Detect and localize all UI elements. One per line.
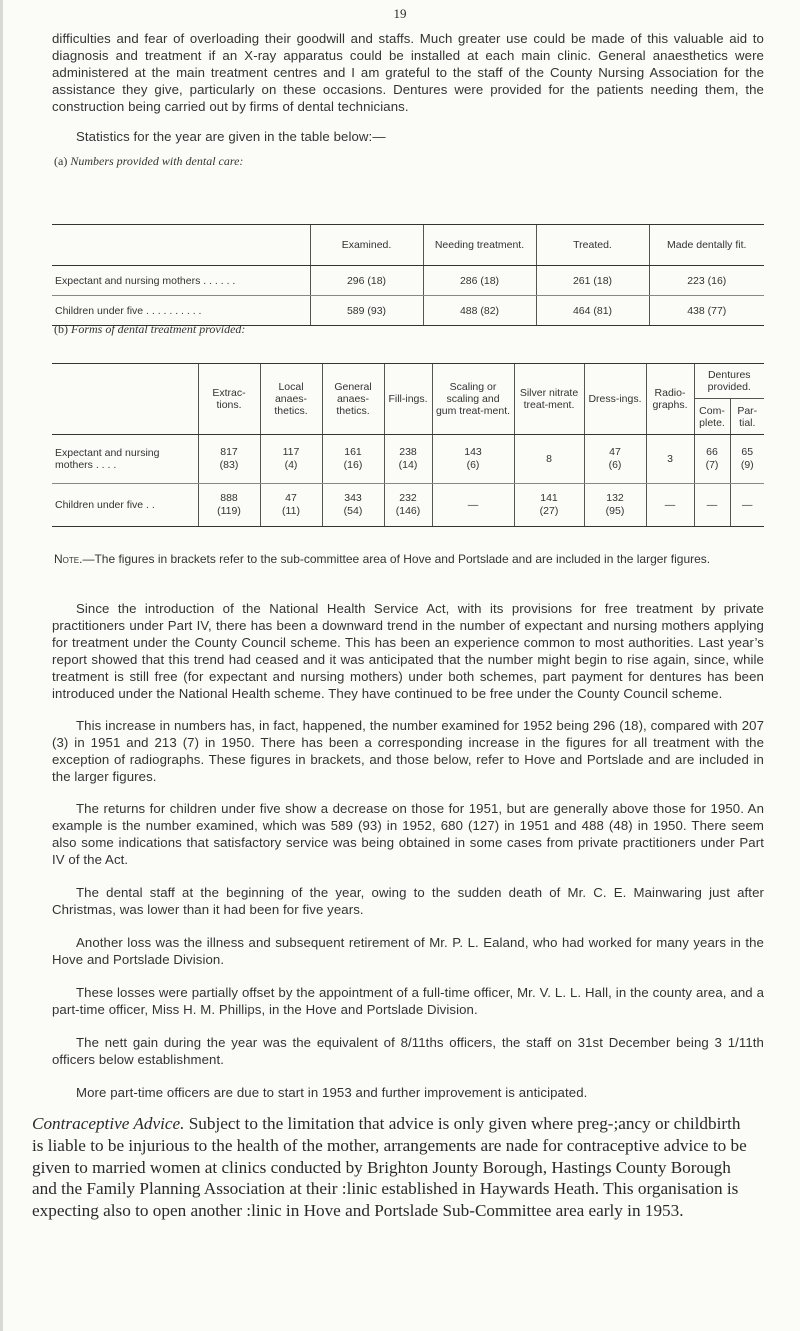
page-number: 19 bbox=[393, 6, 407, 21]
cell-value: 65 bbox=[741, 446, 754, 458]
cell-bracket: (54) bbox=[343, 505, 363, 517]
table-cell bbox=[260, 435, 322, 484]
cell-value: — bbox=[742, 498, 753, 511]
table-cell bbox=[384, 484, 432, 527]
table-a-caption-text: Numbers provided with dental care: bbox=[70, 154, 244, 168]
contraceptive-advice-paragraph bbox=[32, 1113, 752, 1222]
cell-value: 161 bbox=[344, 446, 362, 458]
column-header: Par-tial. bbox=[730, 399, 764, 435]
table-b-header-blank bbox=[52, 364, 198, 435]
column-header: Silver nitrate treat-ment. bbox=[514, 364, 584, 435]
cell-value: 47 bbox=[609, 446, 621, 458]
cell-bracket: (95) bbox=[605, 505, 625, 517]
cell-value: 143 bbox=[464, 446, 482, 458]
column-header: Made dentally fit. bbox=[649, 225, 764, 266]
body-paragraph: The nett gain during the year was the equivalent of 8/11ths officers, the staff on 31st December being 3 1/11th officers below establishment. bbox=[52, 1035, 764, 1068]
column-header: Dress-ings. bbox=[584, 364, 646, 435]
cell-value: 3 bbox=[667, 452, 673, 465]
column-header: Scaling or scaling and gum treat-ment. bbox=[432, 364, 514, 435]
table-a-header-blank bbox=[52, 225, 310, 266]
cell-value: 238 bbox=[399, 446, 417, 458]
table-row bbox=[52, 266, 764, 296]
cell-bracket: (146) bbox=[395, 505, 421, 517]
row-label: Expectant and nursing mothers . . . . bbox=[52, 435, 198, 484]
column-header: Fill-ings. bbox=[384, 364, 432, 435]
table-a-header-row bbox=[52, 225, 764, 266]
cell-value: — bbox=[467, 498, 479, 511]
table-a-caption bbox=[54, 154, 243, 169]
cell-bracket: (11) bbox=[282, 505, 300, 517]
column-header: Treated. bbox=[536, 225, 649, 266]
table-b-label: (b) bbox=[54, 322, 68, 336]
table-row bbox=[52, 296, 764, 326]
table-cell bbox=[584, 484, 646, 527]
cell-bracket: (7) bbox=[705, 459, 719, 471]
dentures-group-header: Dentures provided. bbox=[694, 364, 764, 399]
contraceptive-text: Subject to the limitation that advice is only given where preg-;ancy or childbirth is liable to be injurious to the health of the mother, arrangements are nade for contraceptive advice to be given to married women at clinics conducted by Brighton Jounty Borough, Hastings County Borough and the Family Planning Association at their :linic established in Haywards Heath. This organisation is expecting also to open another :linic in Hove and Portslade Sub-Committee area early in 1953. bbox=[32, 1114, 747, 1221]
statistics-intro: Statistics for the year are given in the table below:— bbox=[76, 129, 386, 144]
table-b-header-row bbox=[52, 364, 764, 399]
body-paragraph: More part-time officers are due to start in 1953 and further improvement is anticipated. bbox=[76, 1085, 588, 1100]
table-cell bbox=[322, 435, 384, 484]
table-cell bbox=[514, 435, 584, 484]
cell-value: 141 bbox=[540, 492, 558, 504]
body-paragraph: This increase in numbers has, in fact, happened, the number examined for 1952 being 296 (18), compared with 207 (3) in 1951 and 213 (7) in 1950. There has been a corresponding increase in the figures for all treatment with the exception of radiographs. These figures in brackets, and those below, refer to Hove and Portslade and are included in the larger figures. bbox=[52, 718, 764, 785]
cell-value: 66 bbox=[706, 446, 718, 458]
table-cell bbox=[514, 484, 584, 527]
body-paragraph: The dental staff at the beginning of the year, owing to the sudden death of Mr. C. E. Mainwaring just after Christmas, was lower than it had been for five years. bbox=[52, 885, 764, 918]
cell-value: 232 bbox=[399, 492, 417, 504]
intro-paragraph: difficulties and fear of overloading their goodwill and staffs. Much greater use could be made of this valuable aid to diagnosis and treatment if an X-ray apparatus could be installed at each main clinic. General anaesthetics were administered at the main treatment centres and I am grateful to the staff of the County Nursing Association for the assistance they give, particularly on these occasions. Dentures were provided for the patients needing them, the construction being carried out by firms of dental technicians. bbox=[52, 31, 764, 115]
table-cell bbox=[322, 484, 384, 527]
cell-bracket: (119) bbox=[217, 505, 241, 517]
cell-bracket: (6) bbox=[466, 459, 480, 471]
body-paragraph: The returns for children under five show a decrease on those for 1951, but are generally above those for 1950. An example is the number examined, which was 589 (93) in 1952, 680 (127) in 1951 and 488 (48) in 1950. There seem also some indications that satisfactory service was being obtained in some cases from private practitioners under Part IV of the Act. bbox=[52, 801, 764, 868]
column-header: Needing treatment. bbox=[423, 225, 536, 266]
column-header: Extrac-tions. bbox=[198, 364, 260, 435]
page-edge-shadow bbox=[0, 0, 3, 1331]
table-cell bbox=[432, 484, 514, 527]
column-header: Com-plete. bbox=[694, 399, 730, 435]
dental-treatment-forms-table bbox=[52, 363, 764, 527]
table-cell bbox=[384, 435, 432, 484]
cell-bracket: (4) bbox=[284, 459, 298, 471]
column-header: Radio-graphs. bbox=[646, 364, 694, 435]
table-cell bbox=[730, 435, 764, 484]
table-cell bbox=[694, 484, 730, 527]
cell-value: 132 bbox=[606, 492, 624, 504]
table-cell bbox=[646, 484, 694, 527]
column-header: Local anaes-thetics. bbox=[260, 364, 322, 435]
table-cell bbox=[198, 484, 260, 527]
cell-value: 47 bbox=[285, 492, 297, 504]
table-cell bbox=[730, 484, 764, 527]
cell-value: 888 bbox=[220, 492, 238, 504]
row-label: Children under five . . . . . . . . . . bbox=[52, 296, 310, 326]
table-cell: 589 (93) bbox=[310, 296, 423, 326]
table-cell bbox=[694, 435, 730, 484]
note-text: —The figures in brackets refer to the sub-committee area of Hove and Portslade and are included in the larger figures. bbox=[82, 552, 711, 566]
cell-value: — bbox=[664, 498, 676, 511]
table-b-caption-text: Forms of dental treatment provided: bbox=[71, 322, 246, 336]
table-cell bbox=[432, 435, 514, 484]
table-cell: 464 (81) bbox=[536, 296, 649, 326]
table-cell bbox=[584, 435, 646, 484]
table-row bbox=[52, 435, 764, 484]
body-paragraph: These losses were partially offset by the appointment of a full-time officer, Mr. V. L. L. Hall, in the county area, and a part-time officer, Miss H. M. Phillips, in the Hove and Portslade Division. bbox=[52, 985, 764, 1018]
column-header: Examined. bbox=[310, 225, 423, 266]
cell-value: 8 bbox=[546, 452, 552, 465]
table-note bbox=[54, 552, 762, 567]
table-cell: 223 (16) bbox=[649, 266, 764, 296]
contraceptive-heading: Contraceptive Advice. bbox=[32, 1114, 185, 1133]
table-a-label: (a) bbox=[54, 154, 68, 168]
table-cell: 261 (18) bbox=[536, 266, 649, 296]
row-label: Expectant and nursing mothers . . . . . . bbox=[52, 266, 310, 296]
body-paragraph: Another loss was the illness and subsequent retirement of Mr. P. L. Ealand, who had worked for many years in the Hove and Portslade Division. bbox=[52, 935, 764, 968]
table-cell bbox=[260, 484, 322, 527]
note-label: Note. bbox=[54, 552, 83, 566]
cell-bracket: (16) bbox=[343, 459, 363, 471]
cell-bracket: (9) bbox=[740, 459, 754, 471]
table-row bbox=[52, 484, 764, 527]
body-paragraph: Since the introduction of the National Health Service Act, with its provisions for free treatment by private practitioners under Part IV, there has been a downward trend in the number of expectant and nursing mothers applying for treatment under the County Council scheme. This has been an experience common to most authorities. Last year’s report showed that this trend had ceased and it was anticipated that the number might begin to rise again, since, while treatment is still free (for expectant and nursing mothers) under both schemes, part payment for dentures has been introduced under the National Health scheme. They have continued to be free under the County Council scheme. bbox=[52, 601, 764, 702]
cell-value: 117 bbox=[282, 446, 300, 458]
table-cell: 438 (77) bbox=[649, 296, 764, 326]
table-cell bbox=[646, 435, 694, 484]
dental-care-numbers-table bbox=[52, 224, 764, 326]
cell-value: — bbox=[706, 498, 718, 511]
cell-bracket: (27) bbox=[539, 505, 559, 517]
table-cell: 488 (82) bbox=[423, 296, 536, 326]
cell-bracket: (14) bbox=[398, 459, 418, 471]
table-cell: 286 (18) bbox=[423, 266, 536, 296]
cell-bracket: (6) bbox=[608, 459, 622, 471]
cell-value: 343 bbox=[344, 492, 362, 504]
table-cell bbox=[198, 435, 260, 484]
table-cell: 296 (18) bbox=[310, 266, 423, 296]
row-label: Children under five . . bbox=[52, 484, 198, 527]
cell-bracket: (83) bbox=[219, 459, 239, 471]
cell-value: 817 bbox=[220, 446, 238, 458]
table-b-caption bbox=[54, 322, 245, 337]
column-header: General anaes-thetics. bbox=[322, 364, 384, 435]
